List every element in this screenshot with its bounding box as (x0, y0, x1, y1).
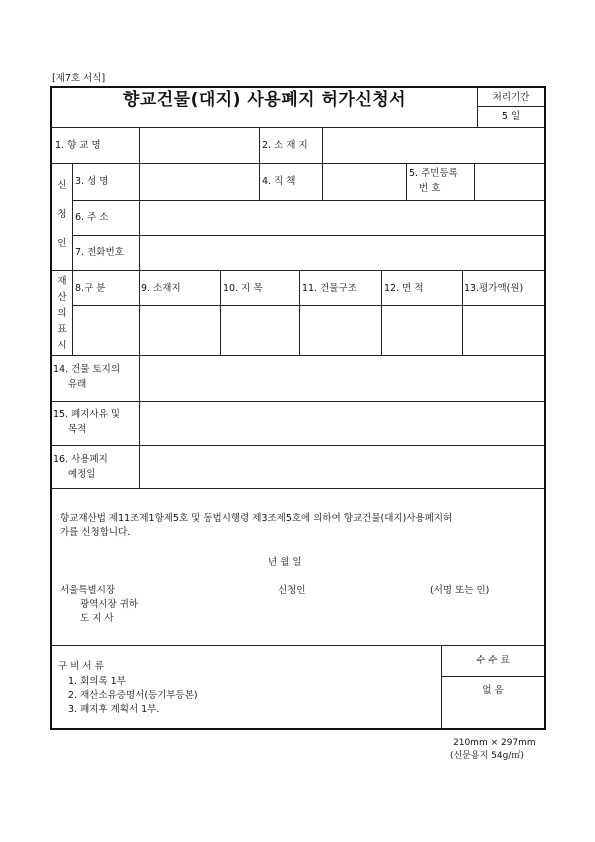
property-char: 시 (57, 340, 67, 351)
col-line (220, 270, 221, 355)
col-line (381, 270, 382, 355)
resident-number-label-2: 번 호 (419, 183, 441, 194)
property-char: 산 (57, 292, 67, 303)
frame-top (50, 86, 546, 88)
declaration-date: 년 월 일 (268, 557, 302, 568)
temple-name-label: 1. 향 교 명 (55, 140, 101, 151)
processing-box-mid (477, 106, 544, 107)
history-label-1: 14. 건물 토지의 (53, 364, 121, 375)
property-group-label (52, 274, 72, 354)
row-line (51, 163, 544, 164)
attachment-item: 1. 회의록 1부 (68, 676, 126, 687)
applicant-char: 청 (57, 209, 67, 220)
fee-value: 없 음 (482, 685, 504, 696)
addressee-3: 도 지 사 (80, 613, 114, 624)
applicant-char: 신 (57, 180, 67, 191)
row-line (51, 355, 544, 356)
property-header-area: 12. 면 적 (384, 283, 424, 294)
addressee-1: 서울특별시장 (60, 585, 116, 596)
row-line (51, 645, 544, 646)
row-line (72, 235, 544, 236)
col-line (322, 127, 323, 163)
property-char: 표 (57, 324, 67, 335)
date-label-1: 16. 사용폐지 (53, 454, 108, 465)
col-line (474, 163, 475, 200)
location-label: 2. 소 재 지 (262, 140, 308, 151)
paper-size: 210mm × 297mm (453, 738, 536, 748)
attachment-item: 2. 재산소유증명서(등기부등본) (68, 690, 198, 701)
attachments-title: 구 비 서 류 (58, 661, 104, 672)
col-line (139, 355, 140, 488)
col-line (462, 270, 463, 355)
processing-period-value: 5 일 (501, 111, 521, 122)
property-header-location: 9. 소재지 (141, 283, 181, 294)
col-line (322, 163, 323, 200)
processing-period-label: 처리기간 (492, 92, 530, 103)
row-line (51, 270, 544, 271)
fee-label: 수 수 료 (476, 655, 510, 666)
date-label-2: 예정일 (68, 469, 96, 480)
col-line (406, 163, 407, 200)
property-char: 의 (57, 308, 67, 319)
reason-label-1: 15. 폐지사유 및 (53, 409, 121, 420)
form-number-label: [제7호 서식] (52, 73, 106, 84)
declaration-text-1: 향교재산법 제11조제1항제5호 및 동법시행령 제3조제5호에 의하여 향교건물(대지)사용폐지허 (60, 513, 453, 524)
position-label: 4. 직 책 (262, 176, 296, 187)
history-label-2: 유래 (68, 379, 87, 390)
row-line (72, 200, 544, 201)
fee-mid-line (441, 676, 544, 677)
col-line (72, 270, 73, 355)
declaration-text-2: 가를 신청합니다. (60, 527, 131, 538)
row-line (51, 445, 544, 446)
signature-note: (서명 또는 인) (430, 585, 490, 596)
phone-label: 7. 전화번호 (75, 247, 124, 258)
property-header-category: 8.구 분 (75, 283, 106, 294)
form-title: 향교건물(대지) 사용폐지 허가신청서 (122, 90, 407, 110)
attachment-item: 3. 폐지후 계획서 1부. (68, 704, 160, 715)
frame-bottom (50, 728, 546, 730)
frame-right (544, 86, 546, 730)
property-char: 재 (57, 276, 67, 287)
name-label: 3. 성 명 (75, 176, 109, 187)
applicant-group-label (52, 178, 72, 251)
resident-number-label-1: 5. 주민등록 (409, 168, 458, 179)
row-line (51, 488, 544, 489)
col-line (139, 163, 140, 270)
applicant-signature-label: 신청인 (278, 585, 306, 596)
reason-label-2: 목적 (68, 424, 87, 435)
address-label: 6. 주 소 (75, 212, 109, 223)
row-line (51, 401, 544, 402)
col-line (72, 163, 73, 270)
property-header-land-type: 10. 지 목 (223, 283, 263, 294)
row-line (72, 305, 544, 306)
col-line (259, 163, 260, 200)
col-line (259, 127, 260, 163)
col-line (299, 270, 300, 355)
property-header-value: 13.평가액(원) (464, 283, 524, 294)
addressee-2: 광역시장 귀하 (80, 599, 139, 610)
paper-type: (신문용지 54g/㎡) (450, 751, 524, 761)
row-line (51, 127, 544, 128)
col-line (139, 270, 140, 355)
property-header-structure: 11. 건물구조 (302, 283, 357, 294)
col-line (139, 127, 140, 163)
applicant-char: 인 (57, 238, 67, 249)
